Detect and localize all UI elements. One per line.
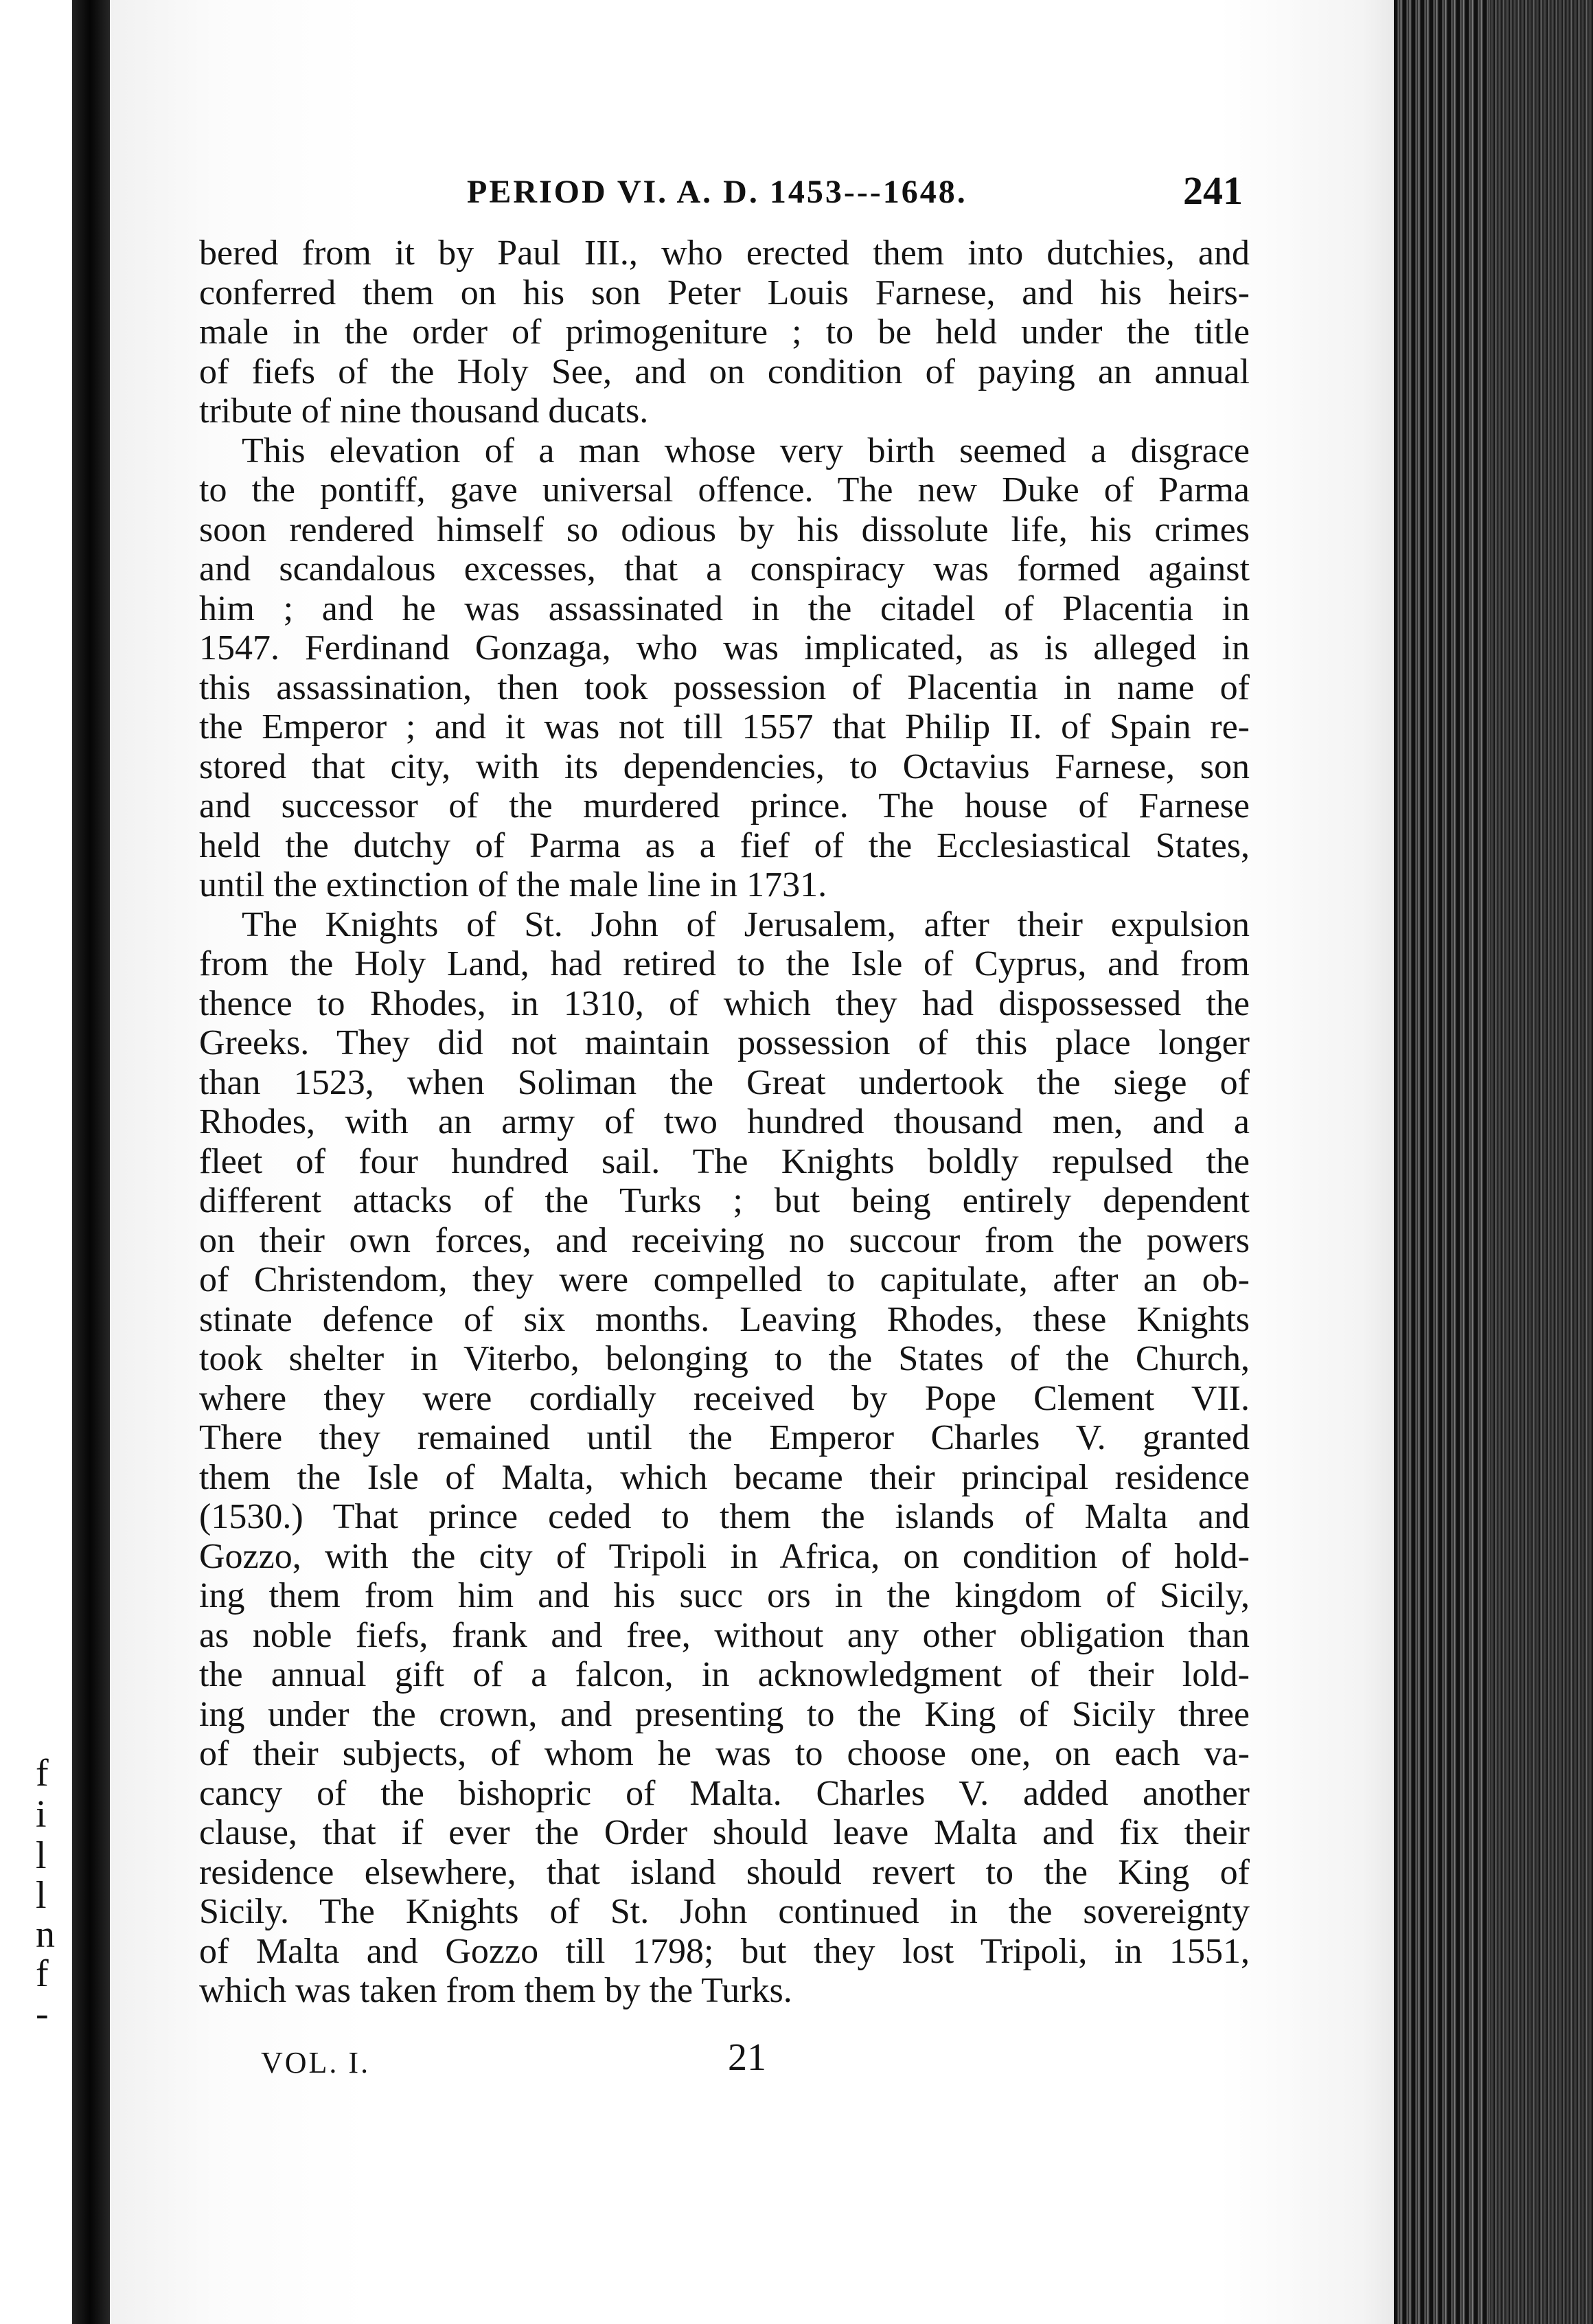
text-line: held the dutchy of Parma as a fief of the Ecclesiastical States, xyxy=(199,825,1250,865)
text-line: This elevation of a man whose very birth seemed a disgrace xyxy=(242,431,1250,470)
text-line: male in the order of primogeniture ; to be held under the title xyxy=(199,312,1250,352)
text-line: the Emperor ; and it was not till 1557 that Philip II. of Spain re- xyxy=(199,707,1250,747)
text-line: stinate defence of six months. Leaving Rhodes, these Knights xyxy=(199,1299,1250,1339)
text-line: conferred them on his son Peter Louis Farnese, and his heirs- xyxy=(199,273,1250,312)
text-line: stored that city, with its dependencies, to Octavius Farnese, son xyxy=(199,747,1250,786)
text-line: took shelter in Viterbo, belonging to the States of the Church, xyxy=(199,1339,1250,1378)
margin-fragment: l xyxy=(36,1834,47,1877)
text-line: residence elsewhere, that island should revert to the King of xyxy=(199,1852,1250,1892)
text-line: ing them from him and his succ ors in the kingdom of Sicily, xyxy=(199,1576,1250,1615)
text-line: to the pontiff, gave universal offence. The new Duke of Parma xyxy=(199,470,1250,510)
margin-fragment: f xyxy=(36,1952,49,1995)
margin-fragment: l xyxy=(36,1874,47,1917)
text-line: as noble fiefs, frank and free, without any other obligation than xyxy=(199,1615,1250,1655)
text-line: Greeks. They did not maintain possession of this place longer xyxy=(199,1023,1250,1062)
text-line: Sicily. The Knights of St. John continued in the sovereignty xyxy=(199,1892,1250,1931)
text-line: soon rendered himself so odious by his dissolute life, his crimes xyxy=(199,510,1250,549)
text-line: which was taken from them by the Turks. xyxy=(199,1971,792,2010)
text-line: than 1523, when Soliman the Great undertook the siege of xyxy=(199,1062,1250,1102)
running-head xyxy=(426,168,1243,221)
margin-fragment: - xyxy=(36,1992,49,2035)
page-stack-edges xyxy=(1394,0,1593,2324)
text-line: thence to Rhodes, in 1310, of which they had dispossessed the xyxy=(199,983,1250,1023)
text-line: where they were cordially received by Pope Clement VII. xyxy=(199,1378,1250,1418)
text-line: of their subjects, of whom he was to choose one, on each va- xyxy=(199,1734,1250,1773)
margin-fragment: n xyxy=(36,1913,55,1956)
text-line: from the Holy Land, had retired to the Isle of Cyprus, and from xyxy=(199,944,1250,983)
text-line: ing under the crown, and presenting to the King of Sicily three xyxy=(199,1694,1250,1734)
text-line: Rhodes, with an army of two hundred thousand men, and a xyxy=(199,1102,1250,1141)
text-line: the annual gift of a falcon, in acknowledgment of their lold- xyxy=(199,1655,1250,1694)
page-number: 241 xyxy=(1183,168,1243,213)
text-line: There they remained until the Emperor Charles V. granted xyxy=(199,1418,1250,1457)
text-line: them the Isle of Malta, which became their principal residence xyxy=(199,1457,1250,1497)
text-line: Gozzo, with the city of Tripoli in Africa, on condition of hold- xyxy=(199,1536,1250,1576)
text-line: and scandalous excesses, that a conspiracy was formed against xyxy=(199,549,1250,589)
text-line: The Knights of St. John of Jerusalem, after their expulsion xyxy=(242,904,1250,944)
text-line: tribute of nine thousand ducats. xyxy=(199,391,649,431)
text-line: cancy of the bishopric of Malta. Charles V. added another xyxy=(199,1773,1250,1813)
text-line: different attacks of the Turks ; but being entirely dependent xyxy=(199,1181,1250,1220)
page-footer xyxy=(233,2036,851,2089)
text-line: of fiefs of the Holy See, and on condition of paying an annual xyxy=(199,352,1250,391)
margin-fragment: f xyxy=(36,1752,49,1795)
text-line: on their own forces, and receiving no succour from the powers xyxy=(199,1220,1250,1260)
volume-mark: VOL. I. xyxy=(261,2046,371,2080)
body-text xyxy=(199,233,1250,2011)
text-line: this assassination, then took possession of Placentia in name of xyxy=(199,668,1250,707)
text-line: bered from it by Paul III., who erected them into dutchies, and xyxy=(199,233,1250,273)
text-line: fleet of four hundred sail. The Knights boldly repulsed the xyxy=(199,1141,1250,1181)
running-head-title: PERIOD VI. A. D. 1453---1648. xyxy=(467,174,967,210)
text-line: of Christendom, they were compelled to capitulate, after an ob- xyxy=(199,1260,1250,1299)
text-line: (1530.) That prince ceded to them the islands of Malta and xyxy=(199,1497,1250,1536)
text-line: him ; and he was assassinated in the citadel of Placentia in xyxy=(199,589,1250,628)
facing-page-binding-edge xyxy=(72,0,112,2324)
text-line: until the extinction of the male line in 1731. xyxy=(199,865,827,904)
signature-mark: 21 xyxy=(728,2036,766,2079)
text-line: 1547. Ferdinand Gonzaga, who was implicated, as is alleged in xyxy=(199,628,1250,668)
text-line: clause, that if ever the Order should leave Malta and fix their xyxy=(199,1813,1250,1852)
text-line: of Malta and Gozzo till 1798; but they lost Tripoli, in 1551, xyxy=(199,1931,1250,1971)
margin-fragment: i xyxy=(36,1793,47,1836)
text-line: and successor of the murdered prince. The house of Farnese xyxy=(199,786,1250,825)
